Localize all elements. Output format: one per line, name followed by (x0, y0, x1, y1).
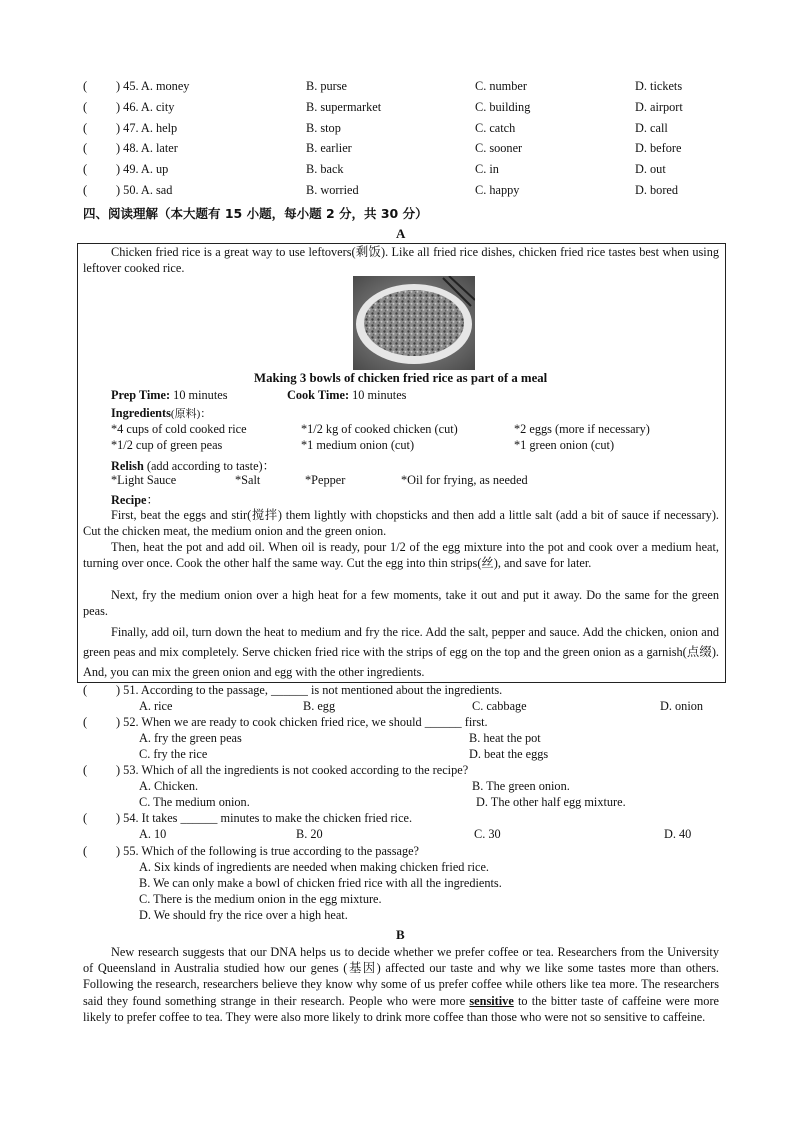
question-option-b: B. egg (303, 699, 336, 713)
ingredient-item: *2 eggs (more if necessary) (514, 422, 650, 436)
cook-time (287, 388, 406, 403)
question-option-d: D. We should fry the rice over a high heat. (139, 908, 348, 922)
question-option-c: C. cabbage (472, 699, 527, 713)
cook-time-value: 10 minutes (349, 388, 407, 402)
question-option-b: B. heat the pot (469, 731, 541, 745)
question-stem: ) 55. Which of the following is true according to the passage? (116, 844, 420, 858)
relish-note: (add according to taste)： (143, 459, 275, 473)
cloze-option-b: B. stop (306, 121, 341, 135)
cloze-option-d: D. tickets (635, 79, 683, 93)
question-option-a: A. Six kinds of ingredients are needed when making chicken fried rice. (139, 860, 490, 874)
cloze-answer-paren: ( (83, 141, 88, 155)
fried-rice-photo (353, 276, 475, 370)
cloze-option-a: ) 49. A. up (116, 162, 169, 176)
question-option-c: C. fry the rice (139, 747, 208, 761)
ingredients-label: Ingredients (111, 406, 171, 420)
cloze-option-d: D. before (635, 141, 682, 155)
cloze-option-c: C. number (475, 79, 527, 93)
question-stem: ) 52. When we are ready to cook chicken fried rice, we should ______ first. (116, 715, 488, 729)
keyword-sensitive: sensitive (469, 993, 514, 1008)
question-answer-paren: ( (83, 715, 88, 729)
passage-b-label: B (396, 927, 405, 942)
recipe-heading: Making 3 bowls of chicken fried rice as part of a meal (254, 371, 548, 385)
recipe-label: Recipe (111, 493, 147, 507)
question-answer-paren: ( (83, 683, 88, 697)
passage-a-label: A (396, 226, 406, 241)
section-title: 四、阅读理解（本大题有 15 小题，每小题 2 分，共 30 分） (83, 206, 428, 221)
passage-a-intro: Chicken fried rice is a great way to use leftovers(剩饭). Like all fried rice dishes, chicken fried rice tastes best when using leftover cooked rice. (83, 245, 719, 276)
recipe-step-4: Finally, add oil, turn down the heat to medium and fry the rice. Add the salt, pepper and sauce. Add the chicken, onion and green peas and mix completely. Serve chicken fried rice with the strips of egg on the top and the green onion as a garnish(点缀). And, you can mix the green onion and egg with the other ingredients. (83, 625, 719, 679)
ingredient-item: *1 green onion (cut) (514, 438, 615, 452)
cloze-option-c: C. building (475, 100, 531, 114)
question-option-c: C. There is the medium onion in the egg mixture. (139, 892, 382, 906)
cloze-option-a: ) 50. A. sad (116, 183, 173, 197)
question-option-a: A. fry the green peas (139, 731, 242, 745)
relish-label: Relish (111, 459, 144, 473)
question-stem: ) 54. It takes ______ minutes to make the chicken fried rice. (116, 811, 413, 825)
question-option-b: B. 20 (296, 827, 323, 841)
cloze-option-a: ) 48. A. later (116, 141, 178, 155)
question-option-a: A. 10 (139, 827, 167, 841)
cloze-option-d: D. out (635, 162, 666, 176)
question-option-a: A. Chicken. (139, 779, 199, 793)
cloze-answer-paren: ( (83, 100, 88, 114)
cloze-option-a: ) 45. A. money (116, 79, 190, 93)
passage-b-text (83, 944, 719, 1025)
prep-time-label: Prep Time: (111, 388, 171, 402)
question-option-c: C. The medium onion. (139, 795, 250, 809)
cloze-option-c: C. catch (475, 121, 516, 135)
relish-item: *Light Sauce (111, 473, 177, 487)
cloze-option-c: C. happy (475, 183, 520, 197)
relish-item: *Pepper (305, 473, 346, 487)
question-answer-paren: ( (83, 844, 88, 858)
question-answer-paren: ( (83, 811, 88, 825)
question-option-c: C. 30 (474, 827, 501, 841)
recipe-step-1: First, beat the eggs and stir(搅拌) them lightly with chopsticks and then add a little salt (add a bit of sauce if necessary). Cut the chicken meat, the medium onion and the green onion. (83, 508, 719, 539)
prep-time-value: 10 minutes (170, 388, 228, 402)
cloze-option-a: ) 46. A. city (116, 100, 175, 114)
cloze-option-d: D. bored (635, 183, 679, 197)
cloze-answer-paren: ( (83, 79, 88, 93)
ingredient-item: *1/2 cup of green peas (111, 438, 223, 452)
cloze-answer-paren: ( (83, 162, 88, 176)
ingredient-item: *1/2 kg of cooked chicken (cut) (301, 422, 458, 436)
cloze-option-d: D. airport (635, 100, 683, 114)
cloze-option-d: D. call (635, 121, 668, 135)
ingredient-item: *1 medium onion (cut) (301, 438, 415, 452)
cloze-option-b: B. supermarket (306, 100, 382, 114)
recipe-colon: ： (146, 493, 159, 507)
recipe-step-3: Next, fry the medium onion over a high heat for a few moments, take it out and put it away. Do the same for the green peas. (83, 588, 719, 619)
relish-item: *Salt (235, 473, 261, 487)
recipe-step-2: Then, heat the pot and add oil. When oil is ready, pour 1/2 of the egg mixture into the pot and cook over a medium heat, turning over once. Cook the other half the same way. Cut the egg into thin strips(丝), and save for later. (83, 540, 719, 571)
question-option-d: D. beat the eggs (469, 747, 549, 761)
cloze-option-b: B. purse (306, 79, 347, 93)
ingredients-heading (111, 405, 211, 421)
recipe-heading-label (111, 490, 159, 508)
question-option-a: A. rice (139, 699, 173, 713)
prep-time (111, 388, 227, 403)
passage-b-text-after: to the bitter taste of caffeine were more likely to prefer coffee to tea. They were also more likely to drink more coffee than those who were not so sensitive to caffeine. (83, 993, 719, 1024)
ingredients-note: (原料)： (170, 408, 212, 420)
cloze-option-b: B. worried (306, 183, 359, 197)
question-stem: ) 51. According to the passage, ______ is not mentioned about the ingredients. (116, 683, 503, 697)
relish-heading (111, 456, 275, 474)
cloze-answer-paren: ( (83, 183, 88, 197)
question-option-b: B. We can only make a bowl of chicken fried rice with all the ingredients. (139, 876, 502, 890)
cloze-answer-paren: ( (83, 121, 88, 135)
ingredient-item: *4 cups of cold cooked rice (111, 422, 247, 436)
question-option-d: D. 40 (664, 827, 692, 841)
cloze-option-b: B. earlier (306, 141, 352, 155)
passage-b-text-before: New research suggests that our DNA helps us to decide whether we prefer coffee or tea. Researchers from the University of Queensland in Australia studied how our genes (基因) affected our taste and why we like some tastes more than others. Following the research, researchers believe they know why some of us prefer coffee while others like tea more. The researchers said they found something strange in their research. People who were more (83, 945, 719, 1008)
question-answer-paren: ( (83, 763, 88, 777)
question-option-b: B. The green onion. (472, 779, 570, 793)
cloze-option-c: C. in (475, 162, 499, 176)
cook-time-label: Cook Time: (287, 388, 350, 402)
cloze-option-c: C. sooner (475, 141, 523, 155)
cloze-option-b: B. back (306, 162, 344, 176)
cloze-option-a: ) 47. A. help (116, 121, 178, 135)
question-option-d: D. The other half egg mixture. (476, 795, 626, 809)
relish-item: *Oil for frying, as needed (401, 473, 528, 487)
question-option-d: D. onion (660, 699, 704, 713)
question-stem: ) 53. Which of all the ingredients is not cooked according to the recipe? (116, 763, 469, 777)
